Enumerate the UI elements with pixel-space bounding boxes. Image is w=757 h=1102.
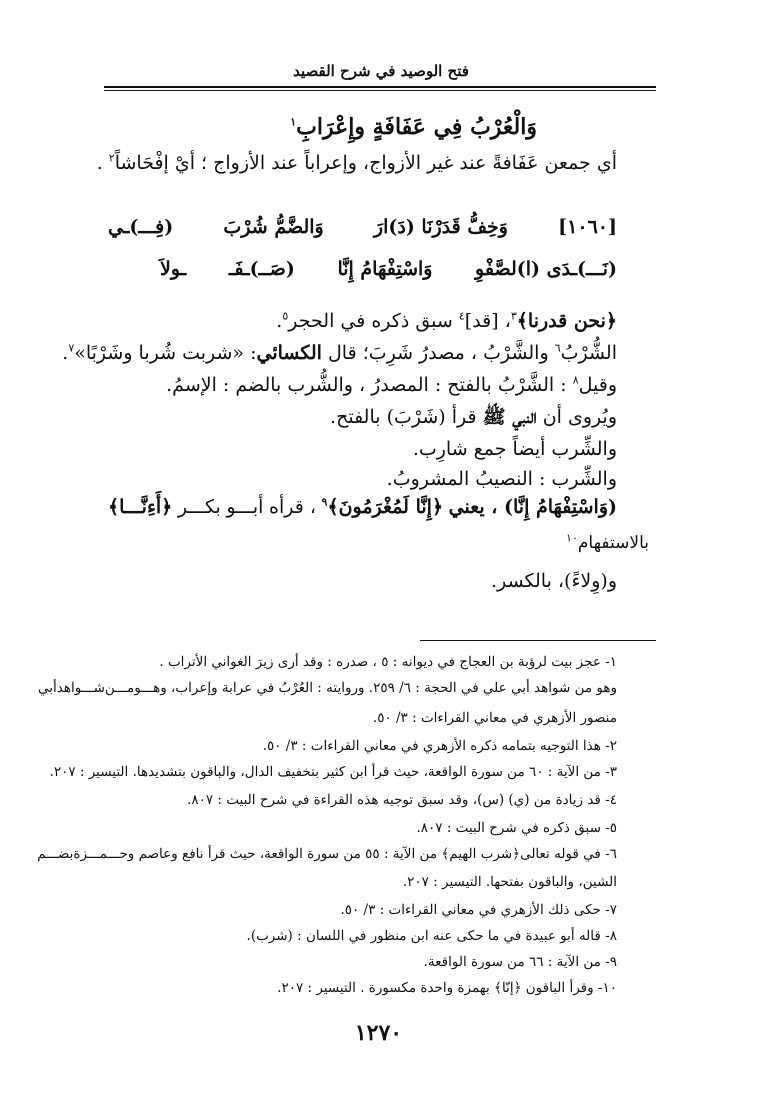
footnote-1-line-2 xyxy=(38,680,617,696)
body-text: بالاستفهام xyxy=(577,533,649,553)
verse-2b-segment: (صَــ)ـفَـ xyxy=(228,258,295,280)
verse-number: [١٠٦٠] xyxy=(558,216,617,238)
body-text: سبق ذكره في الحجر xyxy=(288,310,459,332)
header-rule-thick xyxy=(104,86,656,88)
quran-quote xyxy=(322,496,444,518)
body-text: والشَّرْبُ ، مصدرُ شَرِبَ؛ قال xyxy=(321,342,555,364)
body-text: بكـــر xyxy=(177,496,221,518)
verse-2a-segment: وَالضَّمُّ شُرْبَ xyxy=(223,216,324,238)
body-text: أبـــو xyxy=(226,496,264,518)
footnote-ref: ٨ xyxy=(572,373,579,387)
prophet-name: النبي ﷺ xyxy=(482,406,537,428)
body-text: : الشَّرْبُ بالفتح : المصدرُ ، والشُّرب بالضم : الإسمُ. xyxy=(166,374,573,396)
verse-line-2b xyxy=(160,258,617,280)
quran-quote-text: ﴿إِنَّا لَمُغْرَمُونَ﴾ xyxy=(327,496,444,518)
body-text: : «شربت شُربا وشَرْبًا» xyxy=(74,342,257,364)
gloss-line-1: أي جمعن عَفَافةً عند غير الأزواج، وإعراباً عند الأزواج ؛ أيْ إفْحَاشاً$^٢$ . xyxy=(96,151,617,174)
footnote-8: ٨- قاله أبو عبيدة في ما حكى عنه ابن منظور في اللسان : (شرب). xyxy=(246,928,617,944)
footnote-separator xyxy=(420,640,656,641)
footnote-4: ٤- قد زيادة من (ي) (س)، وقد سبق توجيه هذه القراءة في شرح البيت : ٨٠٧. xyxy=(187,792,617,808)
footnote-ref: ٣ xyxy=(510,309,517,323)
footnote-ref: ٦ xyxy=(554,341,561,355)
verse-2a-segment: (فِـــ)ـي xyxy=(108,216,174,238)
footnote-text: وهو من شواهد أبي علي في الحجة : ٦/ ٢٥٩. وروايته : العُرْبُ في عرابة وإعراب، وهـــو xyxy=(134,680,617,696)
footnote-6-line-2: الشين، والباقون بفتحها. التيسير : ٢٠٧. xyxy=(402,874,617,890)
verse-2b-segment: ـولاَ xyxy=(160,258,187,280)
body-line-9 xyxy=(108,496,617,518)
quran-quote: ﴿نحن قدرنا﴾ xyxy=(516,310,617,332)
body-text: قرأ (شَرْبَ) بالفتح. xyxy=(330,406,483,428)
body-text: ، قرأه xyxy=(269,496,316,518)
verse-1-text: وَالْعُرْبُ فِي عَفَافَةٍ وإِعْرَابِ xyxy=(296,114,537,140)
body-text: (وَاسْتِفْهَامُ إِنَّا) ، يعني xyxy=(448,496,617,518)
body-text: وقيل xyxy=(578,374,617,396)
body-text: الشُّرْبُ xyxy=(560,342,617,364)
footnote-ref: ١ xyxy=(290,115,297,129)
footnote-text: شـــواهد xyxy=(56,680,105,696)
quran-quote: ﴿أَءِنَّـــا﴾ xyxy=(108,496,173,518)
footnote-3: ٣- من الآية : ٦٠ من سورة الواقعة، حيث قرأ ابن كثير بتخفيف الدال، والباقون بتشديدها. التيسير : ٢٠٧. xyxy=(49,764,617,780)
footnote-ref: ٧ xyxy=(68,341,75,355)
footnote-ref: ٩ xyxy=(321,495,328,509)
footnote-ref: ٥ xyxy=(282,309,289,323)
footnote-ref: ٢ xyxy=(108,151,115,165)
gloss-1-text: أي جمعن عَفَافةً عند غير الأزواج، وإعراباً عند الأزواج ؛ أيْ إفْحَاشاً xyxy=(114,152,617,174)
footnote-5: ٥- سبق ذكره في شرح البيت : ٨٠٧. xyxy=(416,820,617,836)
footnote-1-line-3: منصور الأزهري في معاني القراءات : ٣/ ٥٠. xyxy=(372,710,617,726)
header-rule-thin xyxy=(104,90,656,91)
verse-2b-segment: وَاسْتِفْهَامُ إِنَّا xyxy=(337,258,433,280)
footnote-text: أبي xyxy=(38,680,57,696)
verse-line-1 xyxy=(290,114,537,140)
footnote-7: ٧- حكى ذلك الأزهري في معاني القراءات : ٣/ ٥٠. xyxy=(340,902,617,918)
page-number: ١٢٧٠ xyxy=(354,1020,403,1046)
footnote-2: ٢- هذا التوجيه بتمامه ذكره الأزهري في معاني القراءات : ٣/ ٥٠. xyxy=(262,738,617,754)
body-line-7: والشِّرب أيضاً جمع شارِب. xyxy=(412,438,617,460)
body-text: ويُروى أن xyxy=(536,406,617,428)
verse-2a-segment: وَخِفُّ قَدَرْنَا (دَ)ارَ xyxy=(373,216,508,238)
footnote-text: بضـــم xyxy=(37,846,74,862)
footnote-6-line-1 xyxy=(37,846,617,862)
body-line-8: والشِّرب : النصيبُ المشروبُ. xyxy=(386,468,617,490)
footnote-9: ٩- من الآية : ٦٦ من سورة الواقعة. xyxy=(423,954,617,970)
footnote-1-line-1: ١- عجز بيت لرؤبة بن العجاج في ديوانه : ٥ ، صدره : وقد أرى زيرَ الغواني الأتراب . xyxy=(159,654,617,670)
verse-line-2a xyxy=(108,216,617,238)
body-line-4: الشُّرْبُ$^٦$ والشَّرْبُ ، مصدرُ شَرِبَ؛ قال الكسائي: «شربت شُربا وشَرْبًا»$^٧$. xyxy=(62,341,617,364)
body-line-10 xyxy=(566,530,649,556)
verse-2b-segment: (نَـــ)ـدَى (ا)لصَّفْوِ xyxy=(475,258,617,280)
running-title: فتح الوصيد في شرح القصيد xyxy=(293,62,469,80)
body-text: ، [قد] xyxy=(464,310,511,332)
footnote-ref: ١٠ xyxy=(566,531,578,545)
footnote-text: مـــن xyxy=(104,680,135,696)
body-line-5 xyxy=(166,372,617,398)
scholar-name: الكسائي xyxy=(256,342,322,364)
body-line-6 xyxy=(330,404,617,430)
footnote-ref: ٤ xyxy=(458,309,465,323)
body-line-11: و(وِلاءً)، بالكسر. xyxy=(491,570,617,592)
body-line-3: ﴿نحن قدرنا﴾$^٣$، [قد]$^٤$ سبق ذكره في الحجر$^٥$. xyxy=(276,309,617,332)
footnote-text: ٦- في قوله تعالى﴿شرب الهيم﴾ من الآية : ٥٥ من سورة الواقعة، حيث قرأ نافع وعاصم وحـــمـــزة xyxy=(73,846,617,862)
footnote-10: ١٠- وقرأ الباقون ﴿إنّا﴾ بهمزة واحدة مكسورة . التيسير : ٢٠٧. xyxy=(277,980,617,996)
